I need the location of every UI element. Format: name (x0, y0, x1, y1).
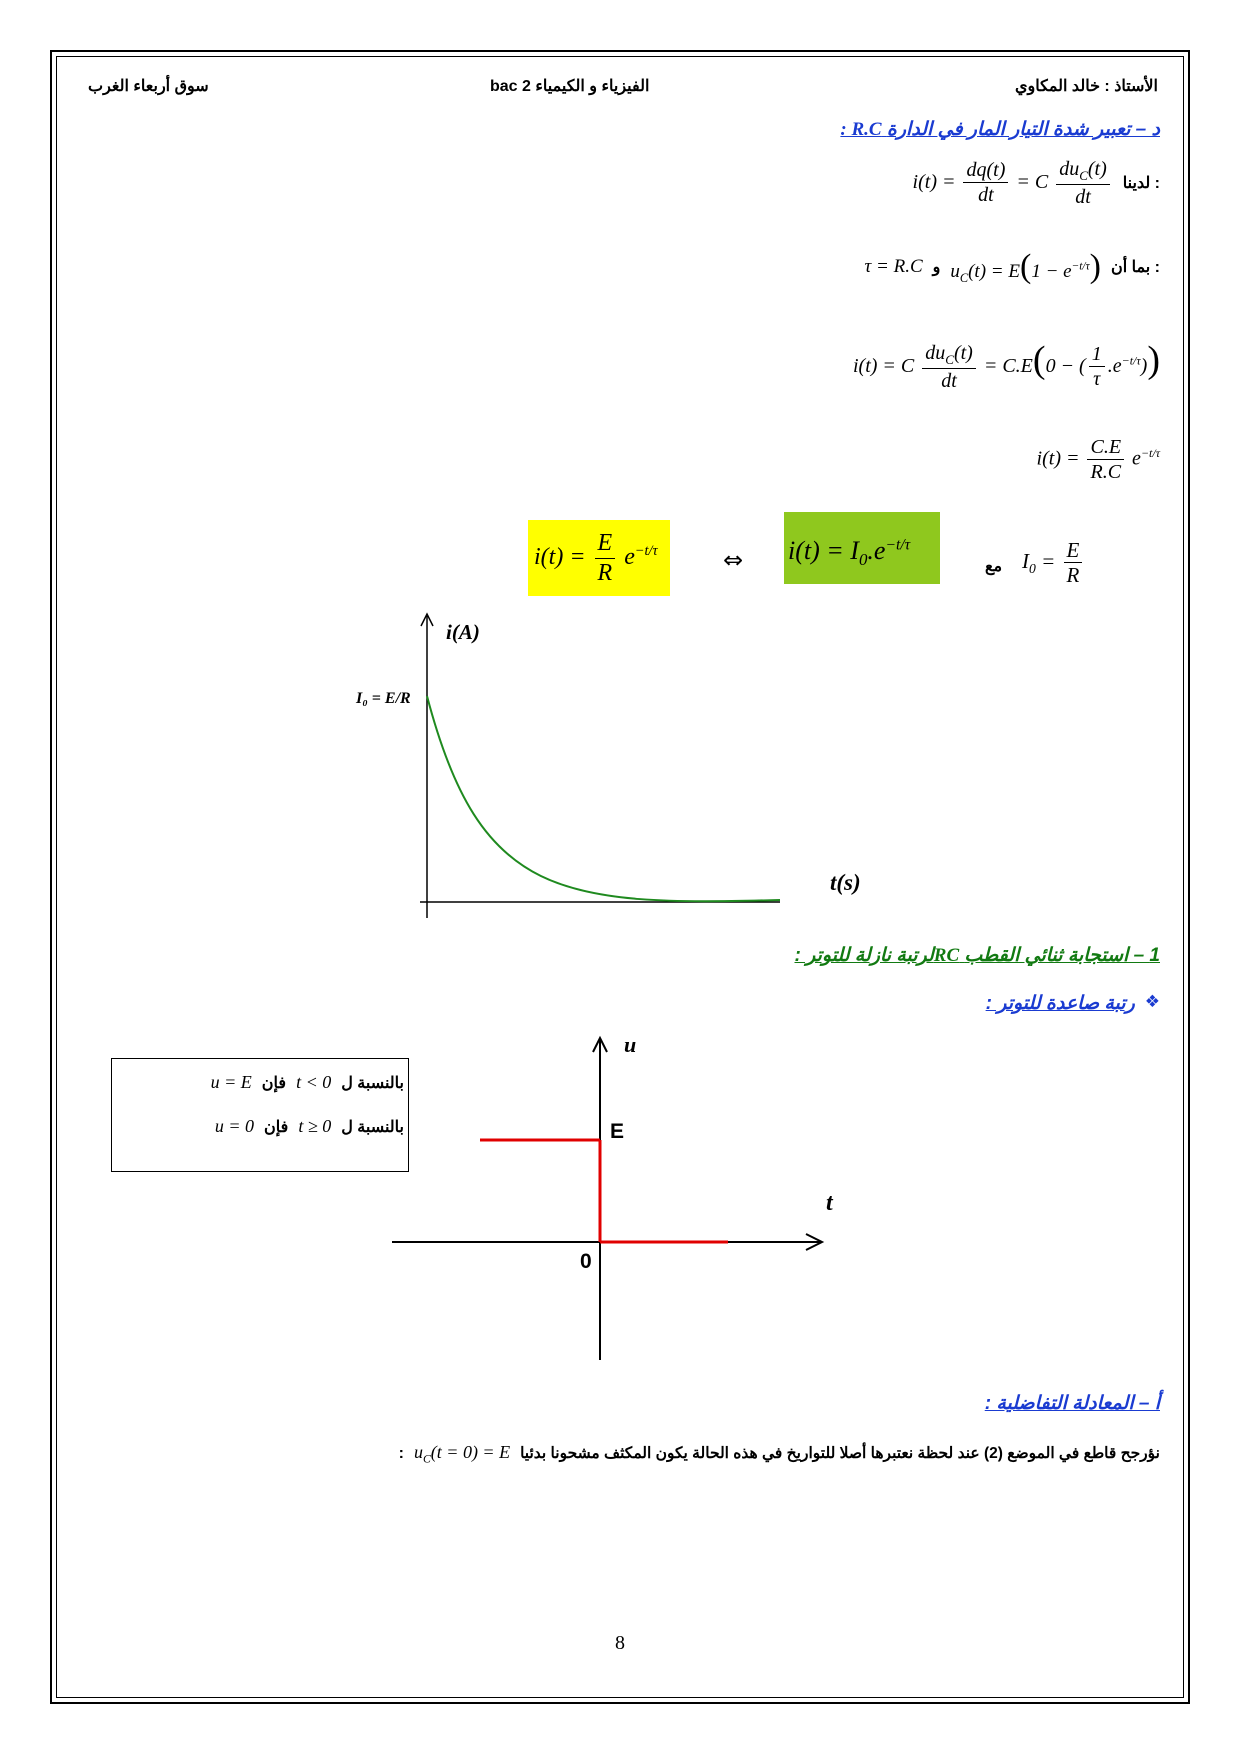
paragraph-text: نؤرجح قاطع في الموضع (2) عند لحظة نعتبرها أصلا للتواريخ في هذه الحالة يكون المكثف مشحونا بدئيا (520, 1445, 1160, 1463)
graph1-x-label: t(s) (830, 870, 861, 895)
result-i0: $I_0$ = $\frac{E}{R}$ (1022, 538, 1085, 588)
graph2-y-label: u (624, 1032, 637, 1057)
result-equation-2: $i(t) = I_0.e^{-t/\tau}$ (788, 536, 911, 570)
equation-4: i(t) = $\frac{C.E}{R.C}$ $e^{-t/\tau}$ (1036, 436, 1160, 483)
bullet-icon: ❖ (1144, 992, 1160, 1012)
eq1-label: لدينا : (1122, 175, 1160, 193)
section-a-heading: أ – المعادلة التفاضلية : (984, 1393, 1160, 1414)
equation-1: لدينا : i(t) = $\frac{dq(t)}{dt}$ = C $\frac{du_C(t)}{dt}$ (912, 158, 1160, 208)
graph2-e-label: E (610, 1120, 625, 1143)
cond2-then: فإن (264, 1118, 289, 1136)
section-1-title-rest: لرتبة نازلة للتوتر : (794, 945, 934, 966)
graph2-x-label: t (826, 1190, 833, 1216)
section-d-title: د – تعبير شدة التيار المار في الدارة (886, 119, 1160, 140)
section-d-heading (840, 118, 1160, 141)
graph1-decay-curve (427, 696, 780, 901)
current-decay-graph (340, 608, 900, 928)
header-teacher: الأستاذ : خالد المكاوي (1014, 78, 1158, 95)
page-number: 8 (615, 1632, 625, 1654)
result-equation-1: i(t) = $\frac{E}{R}$ $e^{-t/\tau}$ (534, 530, 658, 586)
condition-row-2: بالنسبة ل t ≥ 0 فإن u = 0 (214, 1116, 404, 1136)
graph1-y-label: i(A) (446, 620, 480, 644)
graph1-i0-label: I₀ = E/R (356, 690, 411, 707)
paragraph-colon: : (398, 1444, 404, 1462)
subsection-title: رتبة صاعدة للتوتر : (985, 993, 1135, 1014)
graph2-origin-label: 0 (580, 1250, 592, 1273)
header-subject: الفيزياء و الكيمياء 2 bac (490, 78, 650, 95)
equation-3: i(t) = C $\frac{du_C(t)}{dt}$ = C.E(0 − ( $\frac{1}{\tau}$ $.e^{-t/\tau}$)) (853, 339, 1160, 392)
cond1-then: فإن (261, 1074, 287, 1092)
section-1-rc: RC (933, 945, 960, 966)
voltage-step-graph (380, 1030, 840, 1370)
section-1-heading (795, 944, 1161, 967)
result-with: مع (985, 558, 1003, 575)
section-1-title: 1 – استجابة ثنائي القطب (964, 945, 1160, 966)
paragraph-line: نؤرجح قاطع في الموضع (2) عند لحظة نعتبرها أصلا للتواريخ في هذه الحالة يكون المكثف مشحونا بدئيا $u_C(t = 0) = E$ : (398, 1442, 1160, 1466)
condition-row-1: بالنسبة ل t < 0 فإن u = E (210, 1072, 404, 1092)
eq2-label: بما أن : (1111, 259, 1160, 276)
cond2-prefix: بالنسبة ل (341, 1118, 404, 1136)
equation-2: بما أن : $u_C(t) = E(1 - e^{-t/\tau})$ و τ = R.C (864, 248, 1160, 285)
section-d-rc: R.C : (840, 119, 882, 140)
subsection-heading (986, 992, 1160, 1015)
eq2-and: و (932, 259, 941, 276)
equivalence-symbol: ⇔ (723, 546, 744, 574)
cond1-prefix: بالنسبة ل (341, 1074, 404, 1092)
header-school: سوق أربعاء الغرب (88, 78, 209, 95)
